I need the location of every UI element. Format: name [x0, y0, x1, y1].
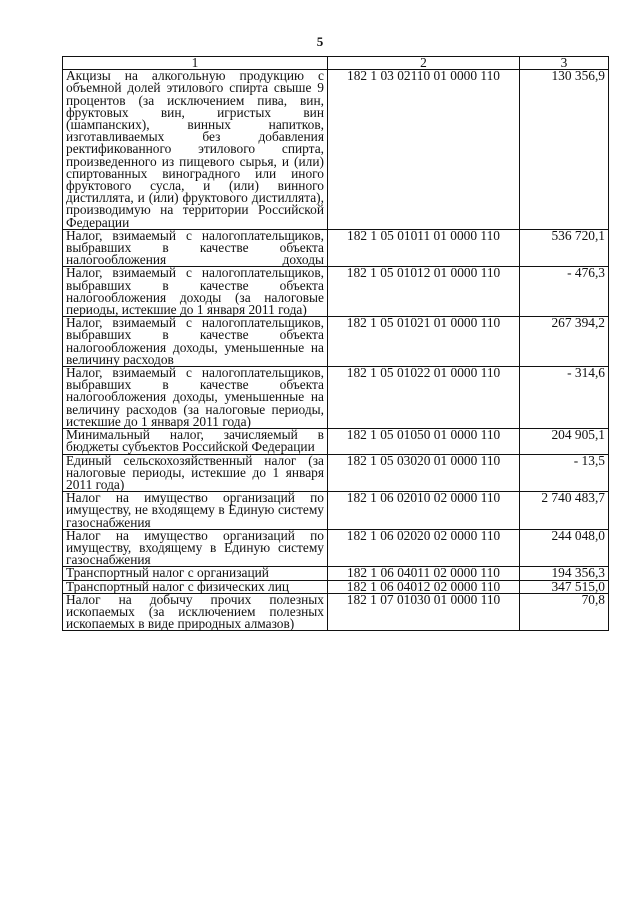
tax-name: Минимальный налог, зачисляемый в бюджеты субъектов Российской Федерации: [63, 429, 328, 454]
tax-name: Налог, взимаемый с налогоплательщиков, выбравших в качестве объекта налогообложения доходы, уменьшенные на величину расходов (за налоговые периоды, истекшие до 1 января 2011 года): [63, 367, 328, 429]
amount: 194 356,3: [520, 567, 609, 580]
budget-code: 182 1 05 03020 01 0000 110: [328, 454, 520, 492]
tax-name: Транспортный налог с физических лиц: [63, 580, 328, 593]
page-number: 5: [316, 34, 324, 49]
amount: 2 740 483,7: [520, 492, 609, 530]
budget-code: 182 1 05 01012 01 0000 110: [328, 267, 520, 317]
tax-name: Налог на добычу прочих полезных ископаемых (за исключением полезных ископаемых в виде природных алмазов): [63, 593, 328, 631]
amount: 204 905,1: [520, 429, 609, 454]
table-row: [63, 454, 609, 492]
budget-code: 182 1 05 01011 01 0000 110: [328, 229, 520, 267]
amount: 347 515,0: [520, 580, 609, 593]
tax-name: Налог, взимаемый с налогоплательщиков, выбравших в качестве объекта налогообложения доходы (за налоговые периоды, истекшие до 1 января 2011 года): [63, 267, 328, 317]
budget-code: 182 1 05 01021 01 0000 110: [328, 317, 520, 367]
revenue-table: [62, 56, 609, 631]
amount: 244 048,0: [520, 529, 609, 567]
amount: 70,8: [520, 593, 609, 631]
budget-code: 182 1 06 02010 02 0000 110: [328, 492, 520, 530]
header-column-2: 2: [328, 57, 520, 70]
amount: - 476,3: [520, 267, 609, 317]
table-row: [63, 267, 609, 317]
table-row: [63, 429, 609, 454]
budget-code: 182 1 06 04012 02 0000 110: [328, 580, 520, 593]
amount: - 314,6: [520, 367, 609, 429]
budget-code: 182 1 05 01050 01 0000 110: [328, 429, 520, 454]
budget-code: 182 1 05 01022 01 0000 110: [328, 367, 520, 429]
table-row: [63, 529, 609, 567]
amount: 536 720,1: [520, 229, 609, 267]
tax-name: Налог на имущество организаций по имуществу, не входящему в Единую систему газоснабжения: [63, 492, 328, 530]
header-column-3: 3: [520, 57, 609, 70]
tax-name: Единый сельскохозяйственный налог (за налоговые периоды, истекшие до 1 января 2011 года): [63, 454, 328, 492]
amount: - 13,5: [520, 454, 609, 492]
table-row: [63, 367, 609, 429]
tax-name: Акцизы на алкогольную продукцию с объемной долей этилового спирта свыше 9 процентов (за исключением пива, вин, фруктовых вин, игристых вин (шампанских), винных напитков, изготавливаемых без добавления ректификованного этилового спирта, произведенного из пищевого сырья, и (или) спиртованных виноградного или иного фруктового сусла, и (или) винного дистиллята, и (или) фруктового дистиллята), производимую на территории Российской Федерации: [63, 70, 328, 230]
table-row: [63, 492, 609, 530]
budget-code: 182 1 03 02110 01 0000 110: [328, 70, 520, 230]
budget-code: 182 1 07 01030 01 0000 110: [328, 593, 520, 631]
table-row: [63, 317, 609, 367]
header-column-1: 1: [63, 57, 328, 70]
tax-name: Налог, взимаемый с налогоплательщиков, выбравших в качестве объекта налогообложения доходы, уменьшенные на величину расходов: [63, 317, 328, 367]
tax-name: Налог, взимаемый с налогоплательщиков, выбравших в качестве объекта налогообложения доходы: [63, 229, 328, 267]
budget-code: 182 1 06 04011 02 0000 110: [328, 567, 520, 580]
tax-name: Налог на имущество организаций по имуществу, входящему в Единую систему газоснабжения: [63, 529, 328, 567]
amount: 267 394,2: [520, 317, 609, 367]
table-row: [63, 70, 609, 230]
tax-name: Транспортный налог с организаций: [63, 567, 328, 580]
table-row: [63, 593, 609, 631]
amount: 130 356,9: [520, 70, 609, 230]
table-row: [63, 229, 609, 267]
budget-code: 182 1 06 02020 02 0000 110: [328, 529, 520, 567]
